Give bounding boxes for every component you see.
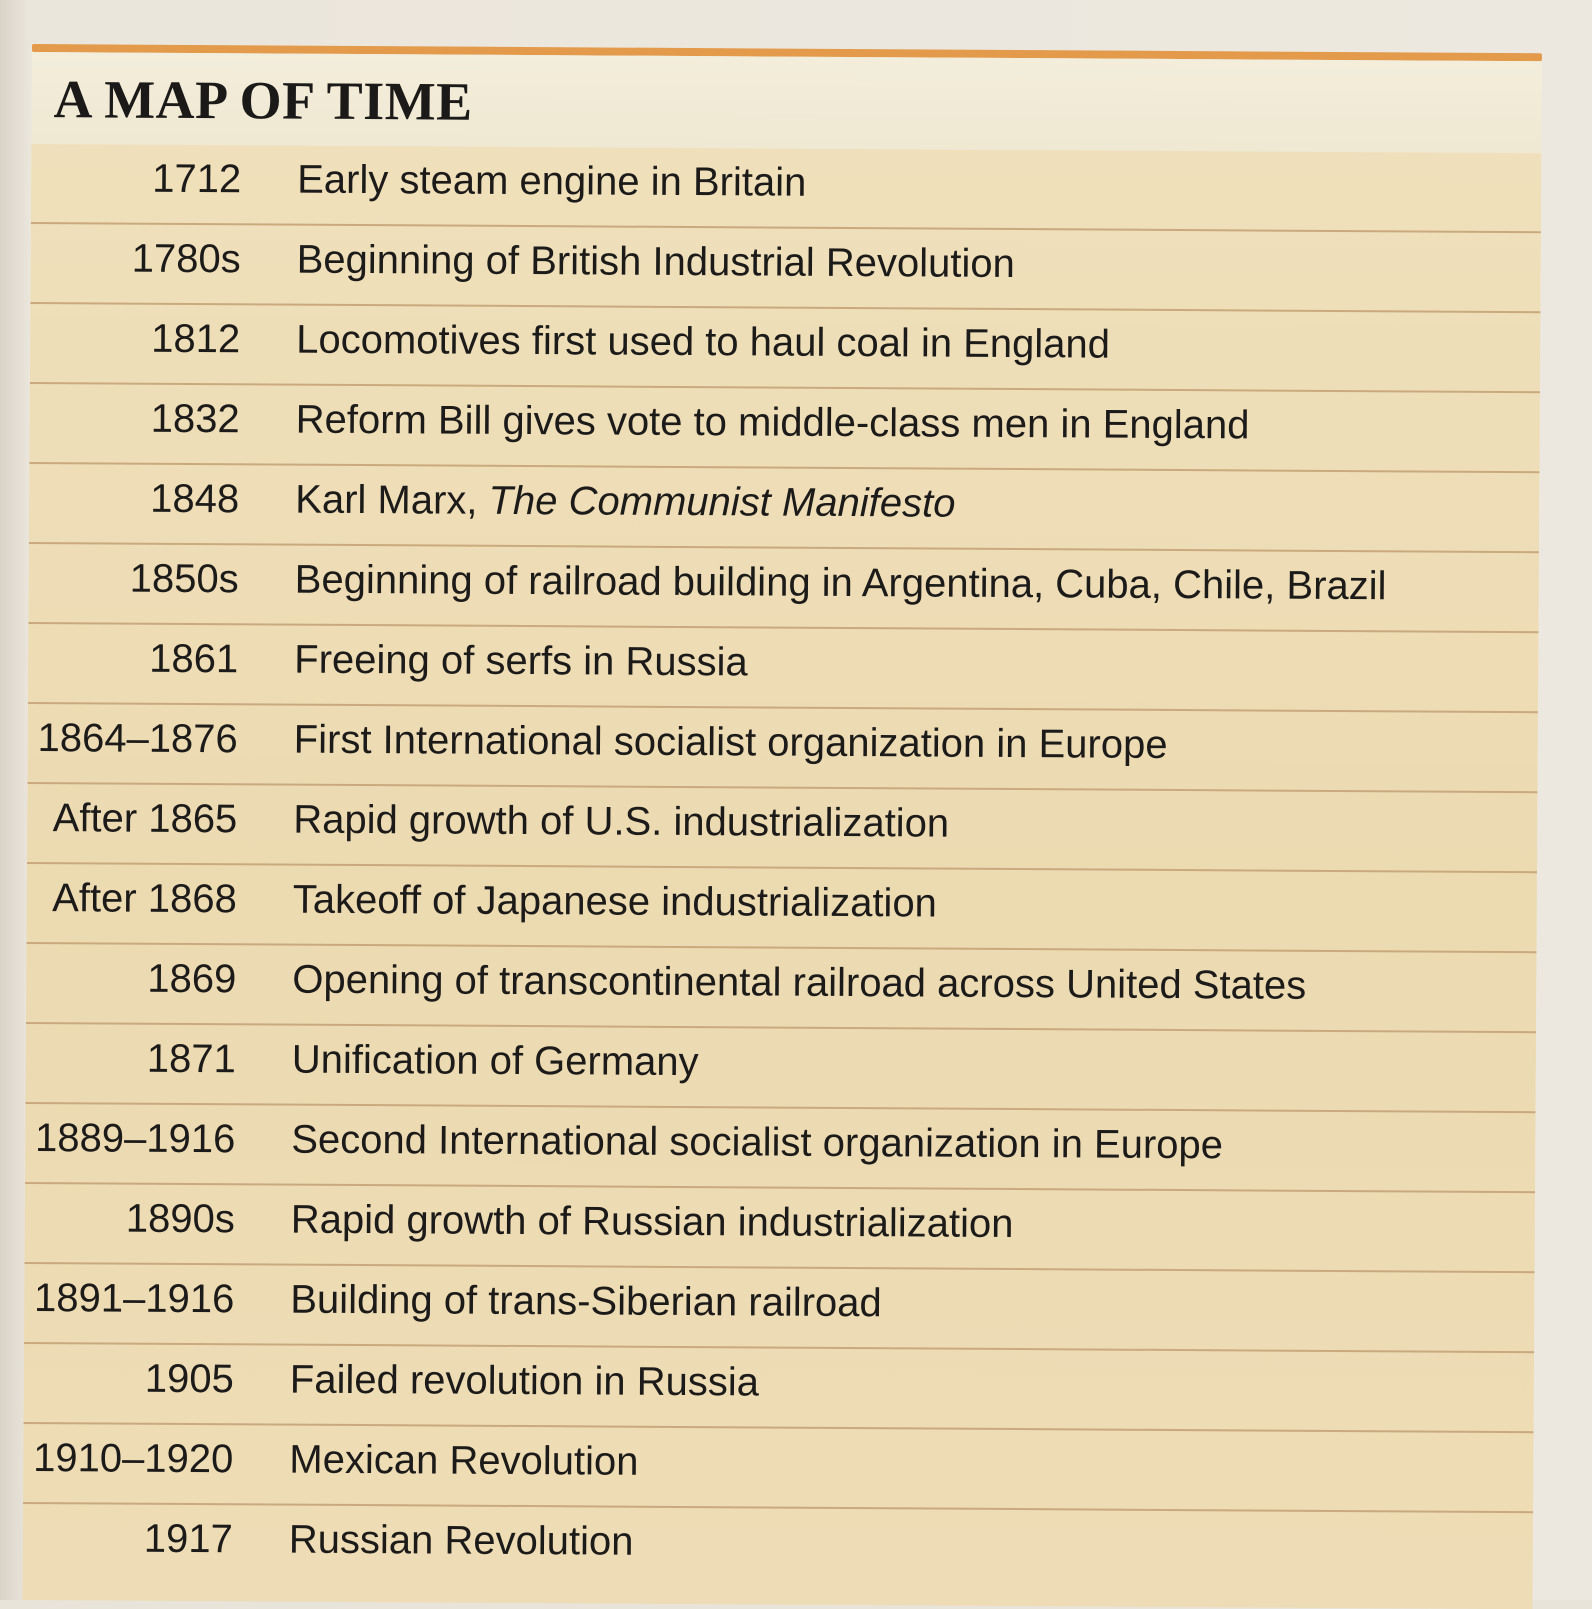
timeline-event	[295, 478, 955, 527]
timeline-row	[30, 224, 1540, 313]
timeline-event: Opening of transcontinental railroad across United States	[292, 957, 1307, 1008]
timeline-event: Second International socialist organization in Europe	[291, 1117, 1224, 1168]
timeline-date: 1871	[146, 1036, 236, 1082]
timeline-date: 1890s	[125, 1196, 235, 1242]
timeline-date: 1850s	[129, 556, 239, 602]
timeline-event: Rapid growth of U.S. industrialization	[293, 797, 950, 846]
timeline-row	[26, 1024, 1536, 1113]
timeline-row	[30, 304, 1540, 393]
timeline-row	[29, 464, 1539, 553]
timeline-event: Early steam engine in Britain	[297, 157, 807, 205]
timeline-event: Locomotives first used to haul coal in England	[296, 317, 1111, 367]
timeline-row	[26, 944, 1536, 1033]
timeline-event: Mexican Revolution	[289, 1437, 639, 1484]
title-band	[31, 52, 1542, 153]
timeline-row	[27, 784, 1537, 873]
timeline-row	[25, 1104, 1535, 1193]
timeline-row	[27, 704, 1537, 793]
timeline-event: Beginning of railroad building in Argentina, Cuba, Chile, Brazil	[294, 557, 1387, 609]
timeline-date: 1869	[147, 956, 237, 1002]
timeline-event: Failed revolution in Russia	[289, 1357, 760, 1405]
timeline-event: First International socialist organization in Europe	[293, 717, 1168, 767]
timeline-row	[23, 1504, 1533, 1593]
timeline-date: After 1868	[52, 876, 237, 922]
timeline-row	[28, 624, 1538, 713]
timeline-date: 1889–1916	[34, 1116, 236, 1162]
timeline-date: 1910–1920	[33, 1436, 234, 1482]
timeline-event: Rapid growth of Russian industrialization	[290, 1197, 1014, 1247]
timeline-date: 1832	[150, 396, 240, 442]
timeline-list	[22, 144, 1541, 1609]
timeline-date: 1780s	[131, 236, 241, 282]
timeline-date: 1861	[149, 636, 239, 682]
timeline-row	[27, 864, 1537, 953]
timeline-date: 1812	[151, 316, 241, 362]
timeline-date: After 1865	[52, 796, 238, 842]
timeline-row	[29, 384, 1539, 473]
timeline-row	[28, 544, 1538, 633]
timeline-event: Beginning of British Industrial Revolution	[296, 237, 1015, 287]
timeline-event-work-title: The Communist Manifesto	[488, 478, 956, 526]
timeline-panel	[22, 44, 1541, 1609]
timeline-row	[25, 1184, 1535, 1273]
timeline-event: Freeing of serfs in Russia	[294, 637, 748, 685]
timeline-event: Unification of Germany	[291, 1037, 699, 1085]
timeline-date: 1864–1876	[37, 716, 238, 762]
page-title: A MAP OF TIME	[53, 69, 473, 132]
timeline-date: 1712	[152, 156, 242, 202]
timeline-event: Takeoff of Japanese industrialization	[292, 877, 938, 926]
timeline-event: Building of trans-Siberian railroad	[290, 1277, 882, 1326]
timeline-row	[31, 144, 1541, 233]
timeline-event: Reform Bill gives vote to middle-class men in England	[295, 397, 1250, 448]
timeline-event-author: Karl Marx,	[295, 477, 489, 523]
timeline-date: 1905	[144, 1356, 234, 1402]
timeline-event: Russian Revolution	[288, 1517, 634, 1564]
timeline-row	[23, 1424, 1533, 1513]
timeline-row	[24, 1264, 1534, 1353]
timeline-date: 1848	[150, 476, 240, 522]
timeline-row	[24, 1344, 1534, 1433]
timeline-date: 1891–1916	[33, 1276, 235, 1322]
timeline-date: 1917	[143, 1516, 234, 1562]
